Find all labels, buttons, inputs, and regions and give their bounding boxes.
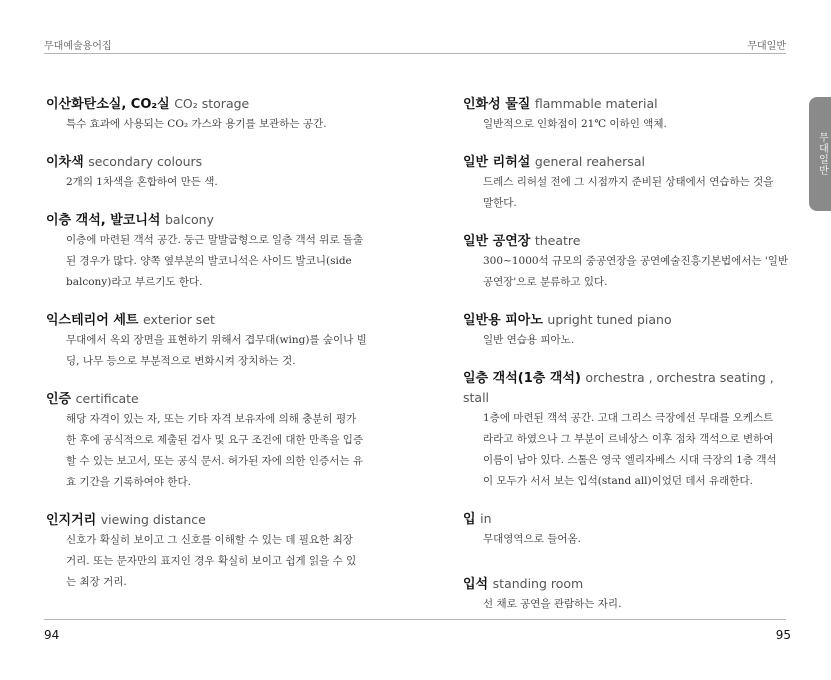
- definition-line: 무대에서 옥외 장면을 표현하기 위해서 겹무대(wing)를 숲이나 빌: [66, 334, 367, 346]
- definition-line: 이 모두가 서서 보는 입석(stand all)이었던 데서 유래한다.: [483, 475, 753, 487]
- term-english: viewing distance: [100, 512, 206, 527]
- glossary-entry: [463, 94, 789, 135]
- definition-line: 된 경우가 많다. 양쪽 옆부분의 발코니석은 사이드 발코니(side: [66, 255, 352, 267]
- entry-definition: [463, 251, 789, 293]
- glossary-entry: [463, 509, 789, 550]
- term-korean: 입: [463, 512, 476, 527]
- glossary-entry: [463, 310, 789, 351]
- entry-definition: [46, 230, 372, 293]
- glossary-entry: [46, 389, 372, 493]
- entry-term: [463, 368, 789, 408]
- term-english: secondary colours: [88, 154, 203, 169]
- page-number-left: 94: [44, 628, 60, 642]
- section-tab-label: 무대일반: [816, 132, 828, 176]
- entry-definition: [46, 114, 372, 135]
- definition-line: 공연장'으로 분류하고 있다.: [483, 276, 608, 288]
- definition-line: 드레스 리허설 전에 그 시점까지 준비된 상태에서 연습하는 것을: [483, 176, 774, 188]
- entry-definition: [46, 530, 372, 593]
- entry-term: [46, 310, 372, 330]
- term-korean: 이산화탄소실, CO₂실: [46, 97, 170, 112]
- definition-line: 이름이 남아 있다. 스톨은 영국 엘리자베스 시대 극장의 1층 객석: [483, 454, 777, 466]
- footer-rule: [44, 619, 786, 620]
- definition-line: 1층에 마련된 객석 공간. 고대 그리스 극장에선 무대를 오케스트: [483, 412, 774, 424]
- right-column: [463, 94, 789, 632]
- glossary-entry: [463, 574, 789, 615]
- term-english: certificate: [75, 391, 139, 406]
- entry-term: [46, 210, 372, 230]
- definition-line: 라라고 하였으나 그 부분이 르네상스 이후 점차 객석으로 변하여: [483, 433, 774, 445]
- definition-line: 한 후에 공식적으로 제출된 검사 및 요구 조건에 대한 만족을 입증: [66, 434, 364, 446]
- definition-line: 일반 연습용 피아노.: [483, 334, 575, 346]
- glossary-entry: [46, 210, 372, 293]
- left-column: [46, 94, 372, 610]
- entry-definition: [463, 114, 789, 135]
- entry-definition: [46, 409, 372, 493]
- entry-definition: [463, 330, 789, 351]
- term-english: general reahersal: [534, 154, 645, 169]
- entry-definition: [463, 172, 789, 214]
- entry-term: [463, 509, 789, 529]
- entry-term: [46, 510, 372, 530]
- glossary-entry: [46, 94, 372, 135]
- header-rule: [44, 53, 786, 54]
- definition-line: 거리. 또는 문자만의 표지인 경우 확실히 보이고 쉽게 읽을 수 있: [66, 555, 357, 567]
- term-korean: 인지거리: [46, 513, 97, 528]
- entry-term: [46, 152, 372, 172]
- definition-line: 선 채로 공연을 관람하는 자리.: [483, 598, 622, 610]
- glossary-entry: [463, 152, 789, 214]
- term-korean: 일반 공연장: [463, 234, 531, 249]
- definition-line: balcony)라고 부르기도 한다.: [66, 276, 203, 288]
- term-english: balcony: [165, 212, 214, 227]
- page-number-right: 95: [775, 628, 791, 642]
- entry-definition: [46, 172, 372, 193]
- glossary-entry: [463, 368, 789, 492]
- term-korean: 인증: [46, 392, 72, 407]
- term-korean: 인화성 물질: [463, 97, 531, 112]
- term-korean: 이층 객석, 발코니석: [46, 213, 161, 228]
- term-korean: 익스테리어 세트: [46, 313, 139, 328]
- glossary-entry: [46, 152, 372, 193]
- term-english: CO₂ storage: [174, 96, 250, 111]
- definition-line: 이층에 마련된 객석 공간. 둥근 말발굽형으로 일층 객석 위로 돌출: [66, 234, 364, 246]
- running-header-right: 무대일반: [747, 41, 786, 52]
- definition-line: 특수 효과에 사용되는 CO₂ 가스와 용기를 보관하는 공간.: [66, 118, 327, 130]
- definition-line: 는 최장 거리.: [66, 576, 127, 588]
- definition-line: 말한다.: [483, 197, 517, 209]
- entry-definition: [463, 594, 789, 615]
- definition-line: 2개의 1차색을 혼합하여 만든 색.: [66, 176, 218, 188]
- definition-line: 신호가 확실히 보이고 그 신호를 이해할 수 있는 데 필요한 최장: [66, 534, 353, 546]
- term-korean: 이차색: [46, 155, 84, 170]
- definition-line: 무대영역으로 들어옴.: [483, 533, 581, 545]
- running-header-left: 무대예술용어집: [44, 41, 112, 52]
- term-korean: 일반 리허설: [463, 155, 531, 170]
- entry-term: [463, 231, 789, 251]
- entry-definition: [463, 529, 789, 550]
- entry-definition: [46, 330, 372, 372]
- glossary-entry: [46, 510, 372, 593]
- glossary-entry: [463, 231, 789, 293]
- term-korean: 일층 객석(1층 객석): [463, 371, 581, 386]
- term-english: theatre: [534, 233, 581, 248]
- term-english: in: [480, 511, 492, 526]
- entry-term: [46, 94, 372, 114]
- entry-term: [463, 152, 789, 172]
- entry-term: [46, 389, 372, 409]
- definition-line: 일반적으로 인화점이 21℃ 이하인 액체.: [483, 118, 667, 130]
- term-english: standing room: [492, 576, 584, 591]
- entry-definition: [463, 408, 789, 492]
- term-korean: 일반용 피아노: [463, 313, 543, 328]
- term-korean: 입석: [463, 577, 489, 592]
- definition-line: 300~1000석 규모의 중공연장을 공연예술진흥기본법에서는 '일반: [483, 255, 789, 267]
- term-english: orchestra , orchestra seating , stall: [463, 370, 774, 405]
- term-english: upright tuned piano: [547, 312, 672, 327]
- definition-line: 할 수 있는 보고서, 또는 공식 문서. 허가된 자에 의한 인증서는 유: [66, 455, 363, 467]
- entry-term: [463, 310, 789, 330]
- section-tab: [809, 97, 831, 211]
- definition-line: 딩, 나무 등으로 부분적으로 변화시켜 장치하는 것.: [66, 355, 296, 367]
- term-english: flammable material: [534, 96, 658, 111]
- definition-line: 해당 자격이 있는 자, 또는 기타 자격 보유자에 의해 충분히 평가: [66, 413, 357, 425]
- entry-term: [463, 94, 789, 114]
- definition-line: 효 기간을 기록하여야 한다.: [66, 476, 191, 488]
- entry-term: [463, 574, 789, 594]
- glossary-entry: [46, 310, 372, 372]
- term-english: exterior set: [142, 312, 215, 327]
